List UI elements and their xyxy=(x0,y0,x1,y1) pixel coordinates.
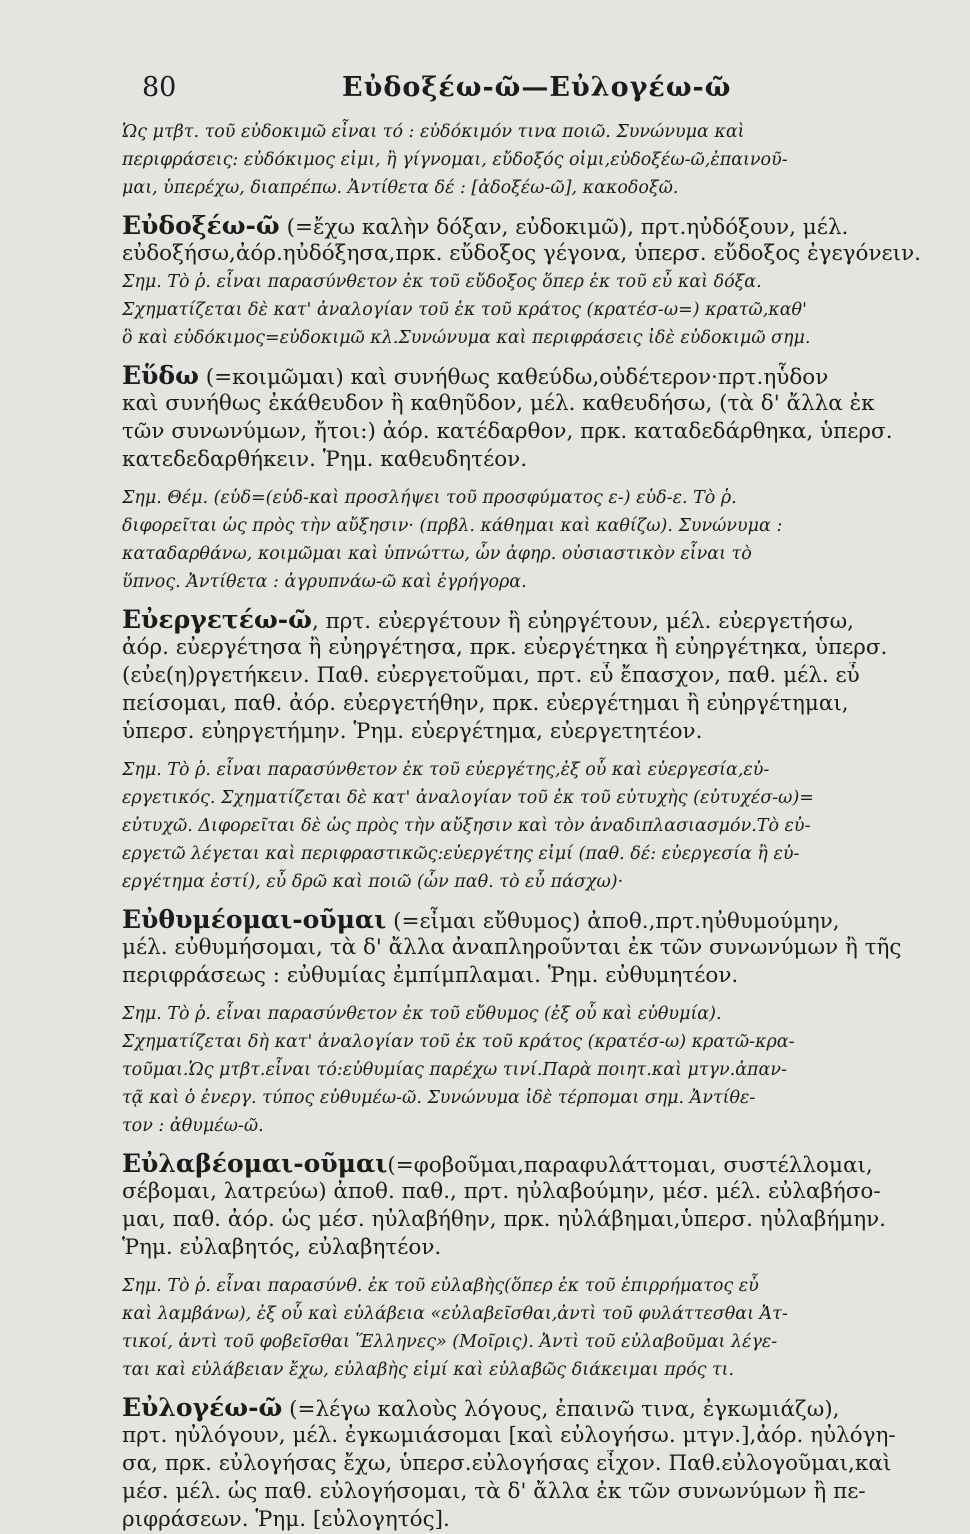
text-line: ὃ καὶ εὐδόκιμος=εὐδοκιμῶ κλ.Συνώνυμα καὶ περιφράσεις ἰδὲ εὐδοκιμῶ σημ. xyxy=(122,328,811,348)
text-line: Σημ. Τὸ ῥ. εἶναι παρασύνθ. ἐκ τοῦ εὐλαβὴς(ὅπερ ἐκ τοῦ ἐπιρρήματος εὖ xyxy=(122,1276,759,1296)
note-paragraph xyxy=(122,1272,922,1384)
text-line: πρτ. ηὐλόγουν, μέλ. ἐγκωμιάσομαι [καὶ εὐλογήσω. μτγν.],ἀόρ. ηὐλόγη- xyxy=(122,1423,896,1448)
text-line: τικοί, ἀντὶ τοῦ φοβεῖσθαι Ἕλληνες» (Μοῖρις). Ἀντὶ τοῦ εὐλαβοῦμαι λέγε- xyxy=(122,1332,778,1352)
page-number: 80 xyxy=(142,72,177,103)
note-paragraph xyxy=(122,756,922,896)
text-line: τᾷ καὶ ὁ ἐνεργ. τύπος εὐθυμέω-ῶ. Συνώνυμα ἰδὲ τέρπομαι σημ. Ἀντίθε- xyxy=(122,1088,756,1108)
text-line: ὑπερσ. εὐηργετήμην. Ῥημ. εὐεργέτημα, εὐεργετητέον. xyxy=(122,719,703,744)
entry-definition: (=φοβοῦμαι,παραφυλάττομαι, συστέλλομαι, xyxy=(387,1153,873,1178)
entry-headword: Εὐεργετέω-ῶ xyxy=(122,606,312,634)
text-line: Ῥημ. εὐλαβητός, εὐλαβητέον. xyxy=(122,1235,442,1260)
dictionary-entry xyxy=(122,606,922,746)
entry-headword: Εὐδοξέω-ῶ xyxy=(122,212,280,240)
text-line: εὐτυχῶ. Διφορεῖται δὲ ὡς πρὸς τὴν αὔξησιν καὶ τὸν ἀναδιπλασιασμόν.Τὸ εὐ- xyxy=(122,816,811,836)
entry-first-line xyxy=(122,1394,922,1422)
text-line: μαι, παθ. ἀόρ. ὡς μέσ. ηὐλαβήθην, πρκ. ηὐλάβημαι,ὑπερσ. ηὐλαβήμην. xyxy=(122,1207,886,1232)
text-line: ἀόρ. εὐεργέτησα ἢ εὐηργέτησα, πρκ. εὐεργέτηκα ἢ εὐηργέτηκα, ὑπερσ. xyxy=(122,635,888,660)
text-line: καταδαρθάνω, κοιμῶμαι καὶ ὑπνώττω, ὧν ἀφηρ. οὐσιαστικὸν εἶναι τὸ xyxy=(122,544,752,564)
text-line: Σημ. Θέμ. (εὑδ=(εὑδ-καὶ προσλήψει τοῦ προσφύματος ε-) εὑδ-ε. Τὸ ῥ. xyxy=(122,488,737,508)
text-line: Σχηματίζεται δὴ κατ' ἀναλογίαν τοῦ ἐκ τοῦ κράτος (κρατέσ-ω) κρατῶ-κρα- xyxy=(122,1032,795,1052)
text-line: Σημ. Τὸ ῥ. εἶναι παρασύνθετον ἐκ τοῦ εὔθυμος (ἐξ οὗ καὶ εὐθυμία). xyxy=(122,1004,722,1024)
text-line: σα, πρκ. εὐλογήσας ἔχω, ὑπερσ.εὐλογήσας εἶχον. Παθ.εὐλογοῦμαι,καὶ xyxy=(122,1451,892,1476)
entry-first-line xyxy=(122,606,922,634)
entry-definition: , πρτ. εὐεργέτουν ἢ εὐηργέτουν, μέλ. εὐεργετήσω, xyxy=(311,609,855,634)
text-line: Σημ. Τὸ ῥ. εἶναι παρασύνθετον ἐκ τοῦ εὐεργέτης,ἐξ οὗ καὶ εὐεργεσία,εὐ- xyxy=(122,760,770,780)
entry-first-line xyxy=(122,1150,922,1178)
text-line: πείσομαι, παθ. ἀόρ. εὐεργετήθην, πρκ. εὐεργέτημαι ἢ εὐηργέτημαι, xyxy=(122,691,849,716)
text-line: (εὐε(η)ργετήκειν. Παθ. εὐεργετοῦμαι, πρτ. εὖ ἔπασχον, παθ. μέλ. εὖ xyxy=(122,663,860,688)
text-line: Σχηματίζεται δὲ κατ' ἀναλογίαν τοῦ ἐκ τοῦ κράτος (κρατέσ-ω=) κρατῶ,καθ' xyxy=(122,300,807,320)
dictionary-entry xyxy=(122,1394,922,1534)
entry-headword: Εὐλογέω-ῶ xyxy=(122,1394,283,1422)
text-line: σέβομαι, λατρεύω) ἀποθ. παθ., πρτ. ηὐλαβούμην, μέσ. μέλ. εὐλαβήσο- xyxy=(122,1179,881,1204)
entry-first-line xyxy=(122,906,922,934)
entry-definition: (=λέγω καλοὺς λόγους, ἐπαινῶ τινα, ἐγκωμιάζω), xyxy=(282,1397,840,1422)
text-line: ὕπνος. Ἀντίθετα : ἀγρυπνάω-ῶ καὶ ἐγρήγορα. xyxy=(122,572,527,592)
entry-definition: (=ἔχω καλὴν δόξαν, εὐδοκιμῶ), πρτ.ηὐδόξουν, μέλ. xyxy=(279,215,849,240)
note-paragraph xyxy=(122,1000,922,1140)
running-head: Εὐδοξέω-ῶ—Εὐλογέω-ῶ xyxy=(342,72,732,103)
dictionary-entry xyxy=(122,212,922,268)
text-line: ριφράσεων. Ῥημ. [εὐλογητός]. xyxy=(122,1507,450,1532)
entry-definition: (=κοιμῶμαι) καὶ συνήθως καθεύδω,οὐδέτερον·πρτ.ηὗδον xyxy=(198,365,829,390)
text-line: τον : ἀθυμέω-ῶ. xyxy=(122,1116,264,1136)
text-line: καὶ συνήθως ἐκάθευδον ἢ καθηῦδον, μέλ. καθευδήσω, (τὰ δ' ἄλλα ἐκ xyxy=(122,391,875,416)
entry-definition: (=εἶμαι εὔθυμος) ἀποθ.,πρτ.ηὐθυμούμην, xyxy=(386,909,840,934)
text-line: περιφράσεις: εὐδόκιμος εἰμι, ἢ γίγνομαι, εὔδοξός οἰμι,εὐδοξέω-ῶ,ἐπαινοῦ- xyxy=(122,150,788,170)
dictionary-entry xyxy=(122,906,922,990)
text-line: διφορεῖται ὡς πρὸς τὴν αὔξησιν· (πρβλ. κάθημαι καὶ καθίζω). Συνώνυμα : xyxy=(122,516,783,536)
note-paragraph xyxy=(122,268,922,352)
entry-headword: Εὐθυμέομαι-οῦμαι xyxy=(122,906,387,934)
dictionary-entry xyxy=(122,362,922,474)
entry-headword: Εὐλαβέομαι-οῦμαι xyxy=(122,1150,388,1178)
text-line: περιφράσεως : εὐθυμίας ἐμπίμπλαμαι. Ῥημ. εὐθυμητέον. xyxy=(122,963,739,988)
text-line: Ὡς μτβτ. τοῦ εὐδοκιμῶ εἶναι τό : εὐδόκιμόν τινα ποιῶ. Συνώνυμα καὶ xyxy=(122,122,745,142)
note-paragraph xyxy=(122,118,922,202)
text-line: μέλ. εὐθυμήσομαι, τὰ δ' ἄλλα ἀναπληροῦνται ἐκ τῶν συνωνύμων ἢ τῆς xyxy=(122,935,902,960)
text-line: Σημ. Τὸ ῥ. εἶναι παρασύνθετον ἐκ τοῦ εὔδοξος ὅπερ ἐκ τοῦ εὖ καὶ δόξα. xyxy=(122,272,762,292)
text-line: τῶν συνωνύμων, ἤτοι:) ἀόρ. κατέδαρθον, πρκ. καταδεδάρθηκα, ὑπερσ. xyxy=(122,419,893,444)
text-line: κατεδεδαρθήκειν. Ῥημ. καθευδητέον. xyxy=(122,447,528,472)
note-paragraph xyxy=(122,484,922,596)
text-line: μαι, ὑπερέχω, διαπρέπω. Ἀντίθετα δέ : [ἀδοξέω-ῶ], κακοδοξῶ. xyxy=(122,178,679,198)
dictionary-entry xyxy=(122,1150,922,1262)
text-line: καὶ λαμβάνω), ἐξ οὗ καὶ εὐλάβεια «εὐλαβεῖσθαι,ἀντὶ τοῦ φυλάττεσθαι Ἀτ- xyxy=(122,1304,788,1324)
text-line: εὐδοξήσω,ἀόρ.ηὐδόξησα,πρκ. εὔδοξος γέγονα, ὑπερσ. εὔδοξος ἐγεγόνειν. xyxy=(122,241,922,266)
text-line: μέσ. μέλ. ὡς παθ. εὐλογήσομαι, τὰ δ' ἄλλα ἐκ τῶν συνωνύμων ἢ πε- xyxy=(122,1479,866,1504)
text-line: τοῦμαι.Ὡς μτβτ.εἶναι τό:εὐθυμίας παρέχω τινί.Παρὰ ποιητ.καὶ μτγν.ἀπαν- xyxy=(122,1060,787,1080)
text-line: εργετῶ λέγεται καὶ περιφραστικῶς:εὐεργέτης εἰμί (παθ. δέ: εὐεργεσία ἢ εὐ- xyxy=(122,844,800,864)
entry-headword: Εὕδω xyxy=(122,362,199,390)
text-line: εργετικός. Σχηματίζεται δὲ κατ' ἀναλογίαν τοῦ ἐκ τοῦ εὐτυχὴς (εὐτυχέσ-ω)= xyxy=(122,788,814,808)
text-line: ται καὶ εὐλάβειαν ἔχω, εὐλαβὴς εἰμί καὶ εὐλαβῶς διάκειμαι πρός τι. xyxy=(122,1360,735,1380)
entry-first-line xyxy=(122,212,922,240)
entry-first-line xyxy=(122,362,922,390)
text-line: εργέτημα ἐστί), εὖ δρῶ καὶ ποιῶ (ὧν παθ. τὸ εὖ πάσχω)· xyxy=(122,872,624,892)
dictionary-body xyxy=(122,118,922,1534)
page-header xyxy=(122,72,922,118)
